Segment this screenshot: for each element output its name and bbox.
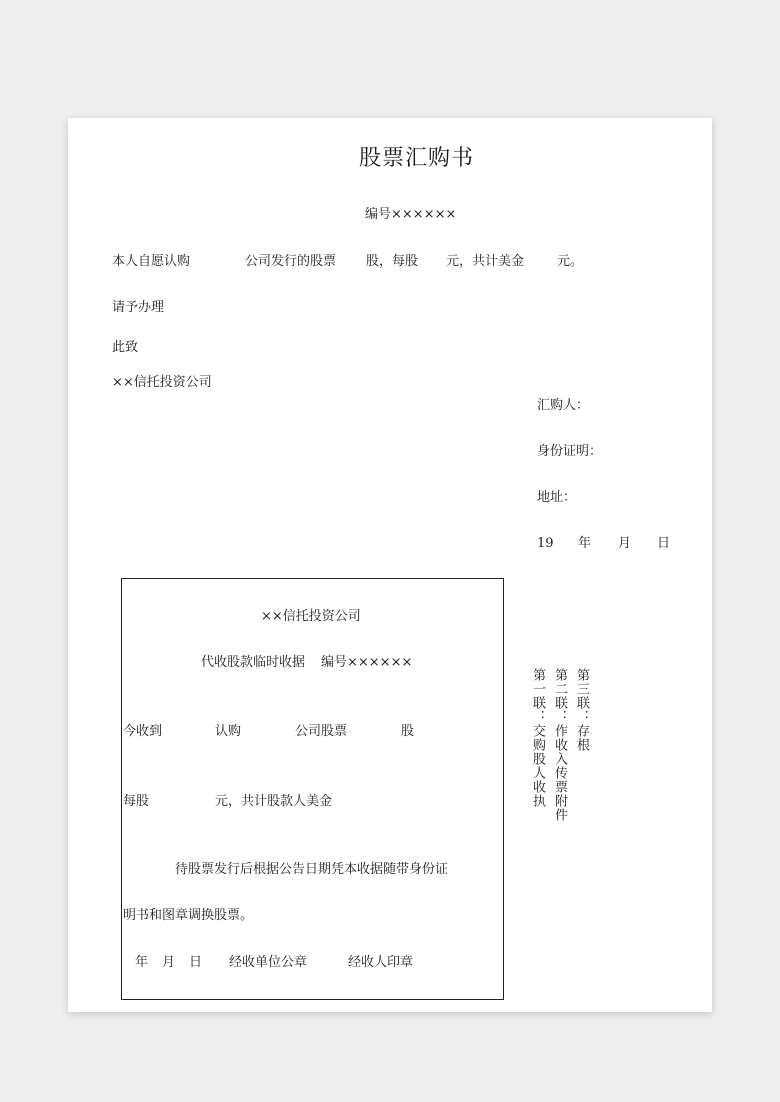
copy-first-label: 第一联：交购股人收执 <box>530 668 545 808</box>
receipt-note-line2: 明书和图章调换股票。 <box>123 908 254 923</box>
shares-each-text: 股，每股 <box>366 254 419 269</box>
company-issue-text: 公司发行的股票 <box>245 254 337 269</box>
copy-third-label: 第三联：存根 <box>574 668 589 752</box>
receipt-unit-seal: 经收单位公章 <box>229 955 308 970</box>
date-year: 年 <box>578 536 592 551</box>
receipt-box <box>121 578 504 1000</box>
receipt-year: 年 <box>135 955 149 970</box>
subscribe-text: 本人自愿认购 <box>112 254 191 269</box>
receipt-subscribe: 认购 <box>215 724 242 739</box>
receipt-day: 日 <box>189 955 203 970</box>
receipt-company-shares: 公司股票 <box>295 724 348 739</box>
date-year-prefix: 19 <box>537 536 554 551</box>
receipt-shares: 股 <box>401 724 415 739</box>
receipt-person-seal: 经收人印章 <box>348 955 414 970</box>
receipt-per-share: 每股 <box>123 794 150 809</box>
salutation-text: 此致 <box>112 340 139 355</box>
receipt-heading: 代收股款临时收据 <box>201 655 306 670</box>
receipt-total: 元，共计股款人美金 <box>215 794 333 809</box>
receipt-company: ××信托投资公司 <box>261 609 361 624</box>
receipt-received: 今收到 <box>123 724 163 739</box>
yuan-end-text: 元。 <box>557 254 584 269</box>
copy-second-label: 第二联：作收入传票附件 <box>552 668 567 822</box>
document-title: 股票汇购书 <box>359 146 475 171</box>
serial-number: 编号×××××× <box>365 207 457 222</box>
applicant-name-label: 汇购人： <box>537 398 590 413</box>
request-text: 请予办理 <box>112 300 165 315</box>
receipt-note-line1: 待股票发行后根据公告日期凭本收据随带身份证 <box>175 862 449 877</box>
date-month: 月 <box>618 536 632 551</box>
date-day: 日 <box>657 536 671 551</box>
applicant-id-label: 身份证明： <box>537 444 603 459</box>
receipt-month: 月 <box>162 955 176 970</box>
recipient-text: ××信托投资公司 <box>112 375 212 390</box>
applicant-address-label: 地址： <box>537 490 577 505</box>
yuan-total-text: 元，共计美金 <box>446 254 525 269</box>
receipt-serial: 编号×××××× <box>321 655 413 670</box>
